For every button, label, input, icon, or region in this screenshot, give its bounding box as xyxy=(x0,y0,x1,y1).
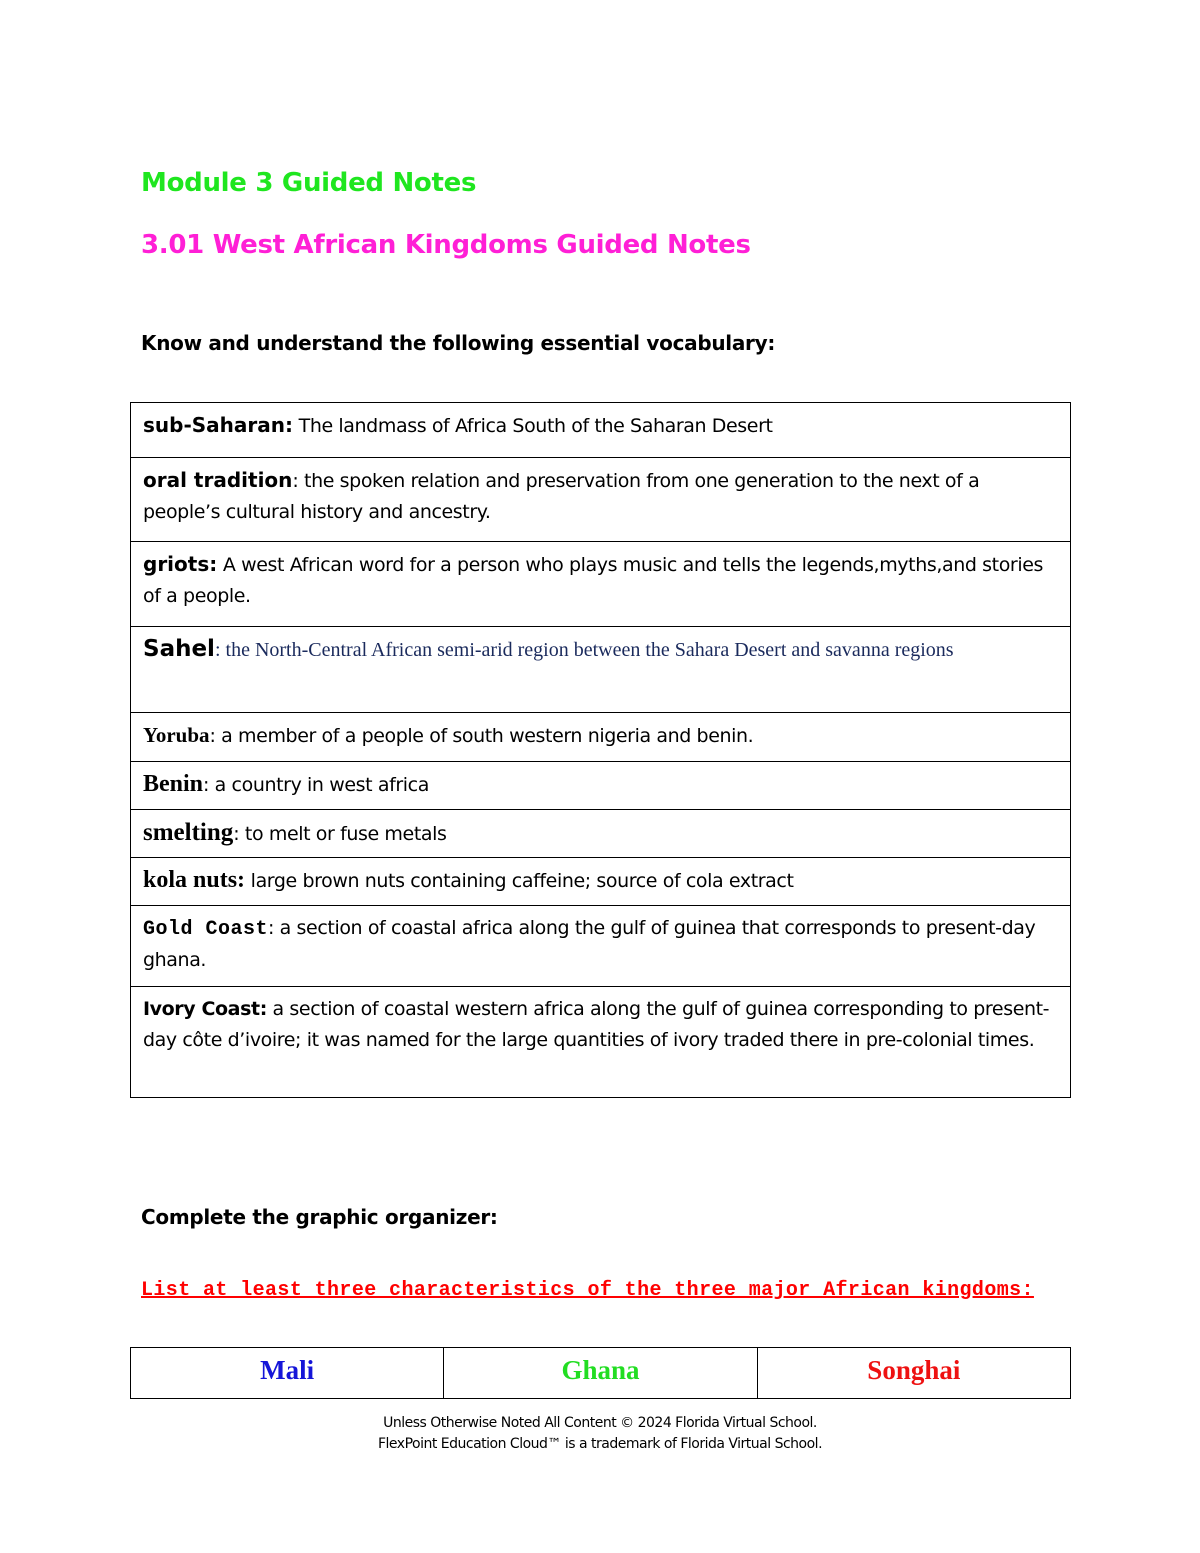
vocab-row xyxy=(131,403,1071,458)
module-title: Module 3 Guided Notes xyxy=(141,168,477,198)
vocabulary-table xyxy=(130,402,1071,1098)
vocab-row xyxy=(131,987,1071,1098)
vocab-definition: A west African word for a person who plays music and tells the legends,myths,and stories of a people. xyxy=(143,554,1044,607)
vocab-term: griots: xyxy=(143,552,218,576)
vocab-cell xyxy=(131,403,1071,458)
vocab-cell xyxy=(131,762,1071,810)
organizer-task: List at least three characteristics of the three major African kingdoms: xyxy=(141,1279,1034,1302)
vocab-term: smelting xyxy=(143,819,234,846)
vocab-definition: a section of coastal western africa along the gulf of guinea corresponding to present-day côte d’ivoire; it was named for the large quantities of ivory traded there in pre-colonial times. xyxy=(143,998,1050,1051)
vocab-row xyxy=(131,858,1071,906)
kingdom-header-mali: Mali xyxy=(131,1348,444,1399)
footer-copyright: Unless Otherwise Noted All Content © 2024 Florida Virtual School. xyxy=(383,1415,817,1431)
page-footer xyxy=(0,1413,1200,1455)
vocab-definition: : a member of a people of south western nigeria and benin. xyxy=(209,725,754,747)
vocab-term: Yoruba xyxy=(143,723,210,747)
vocab-cell xyxy=(131,858,1071,906)
vocab-row xyxy=(131,810,1071,858)
vocab-definition: : the spoken relation and preservation from one generation to the next of a people’s cultural history and ancestry. xyxy=(143,470,980,523)
vocab-cell xyxy=(131,542,1071,627)
vocab-definition: : the North-Central African semi-arid region between the Sahara Desert and savanna regions xyxy=(214,639,954,661)
vocab-row xyxy=(131,713,1071,762)
kingdoms-header-row xyxy=(131,1348,1071,1399)
kingdom-header-songhai: Songhai xyxy=(757,1348,1070,1399)
vocab-definition: : to melt or fuse metals xyxy=(233,823,447,845)
kingdom-header-ghana: Ghana xyxy=(444,1348,757,1399)
vocab-term: Gold Coast xyxy=(143,918,269,941)
vocab-term: Benin xyxy=(143,771,204,797)
vocabulary-intro: Know and understand the following essential vocabulary: xyxy=(141,331,776,355)
footer-trademark: FlexPoint Education Cloud™ is a trademark of Florida Virtual School. xyxy=(377,1436,823,1452)
vocab-cell xyxy=(131,987,1071,1098)
organizer-intro: Complete the graphic organizer: xyxy=(141,1205,498,1229)
vocab-term: oral tradition xyxy=(143,468,293,492)
vocab-row xyxy=(131,762,1071,810)
vocab-row xyxy=(131,906,1071,987)
vocab-term: kola nuts: xyxy=(143,867,246,893)
vocab-cell xyxy=(131,906,1071,987)
vocab-definition: : a country in west africa xyxy=(203,774,429,796)
vocab-cell xyxy=(131,627,1071,713)
vocab-definition: The landmass of Africa South of the Saharan Desert xyxy=(293,415,773,437)
lesson-title: 3.01 West African Kingdoms Guided Notes xyxy=(141,230,751,260)
vocab-row xyxy=(131,458,1071,542)
vocab-term: Ivory Coast: xyxy=(143,998,267,1020)
vocab-definition: : a section of coastal africa along the gulf of guinea that corresponds to present-day ghana. xyxy=(143,917,1036,971)
vocab-definition: large brown nuts containing caffeine; source of cola extract xyxy=(245,870,794,892)
vocab-term: Sahel xyxy=(143,636,215,662)
vocab-row xyxy=(131,627,1071,713)
vocab-cell xyxy=(131,458,1071,542)
vocab-term: sub-Saharan: xyxy=(143,413,293,437)
vocab-cell xyxy=(131,713,1071,762)
vocab-row xyxy=(131,542,1071,627)
kingdoms-table xyxy=(130,1347,1071,1399)
vocab-cell xyxy=(131,810,1071,858)
